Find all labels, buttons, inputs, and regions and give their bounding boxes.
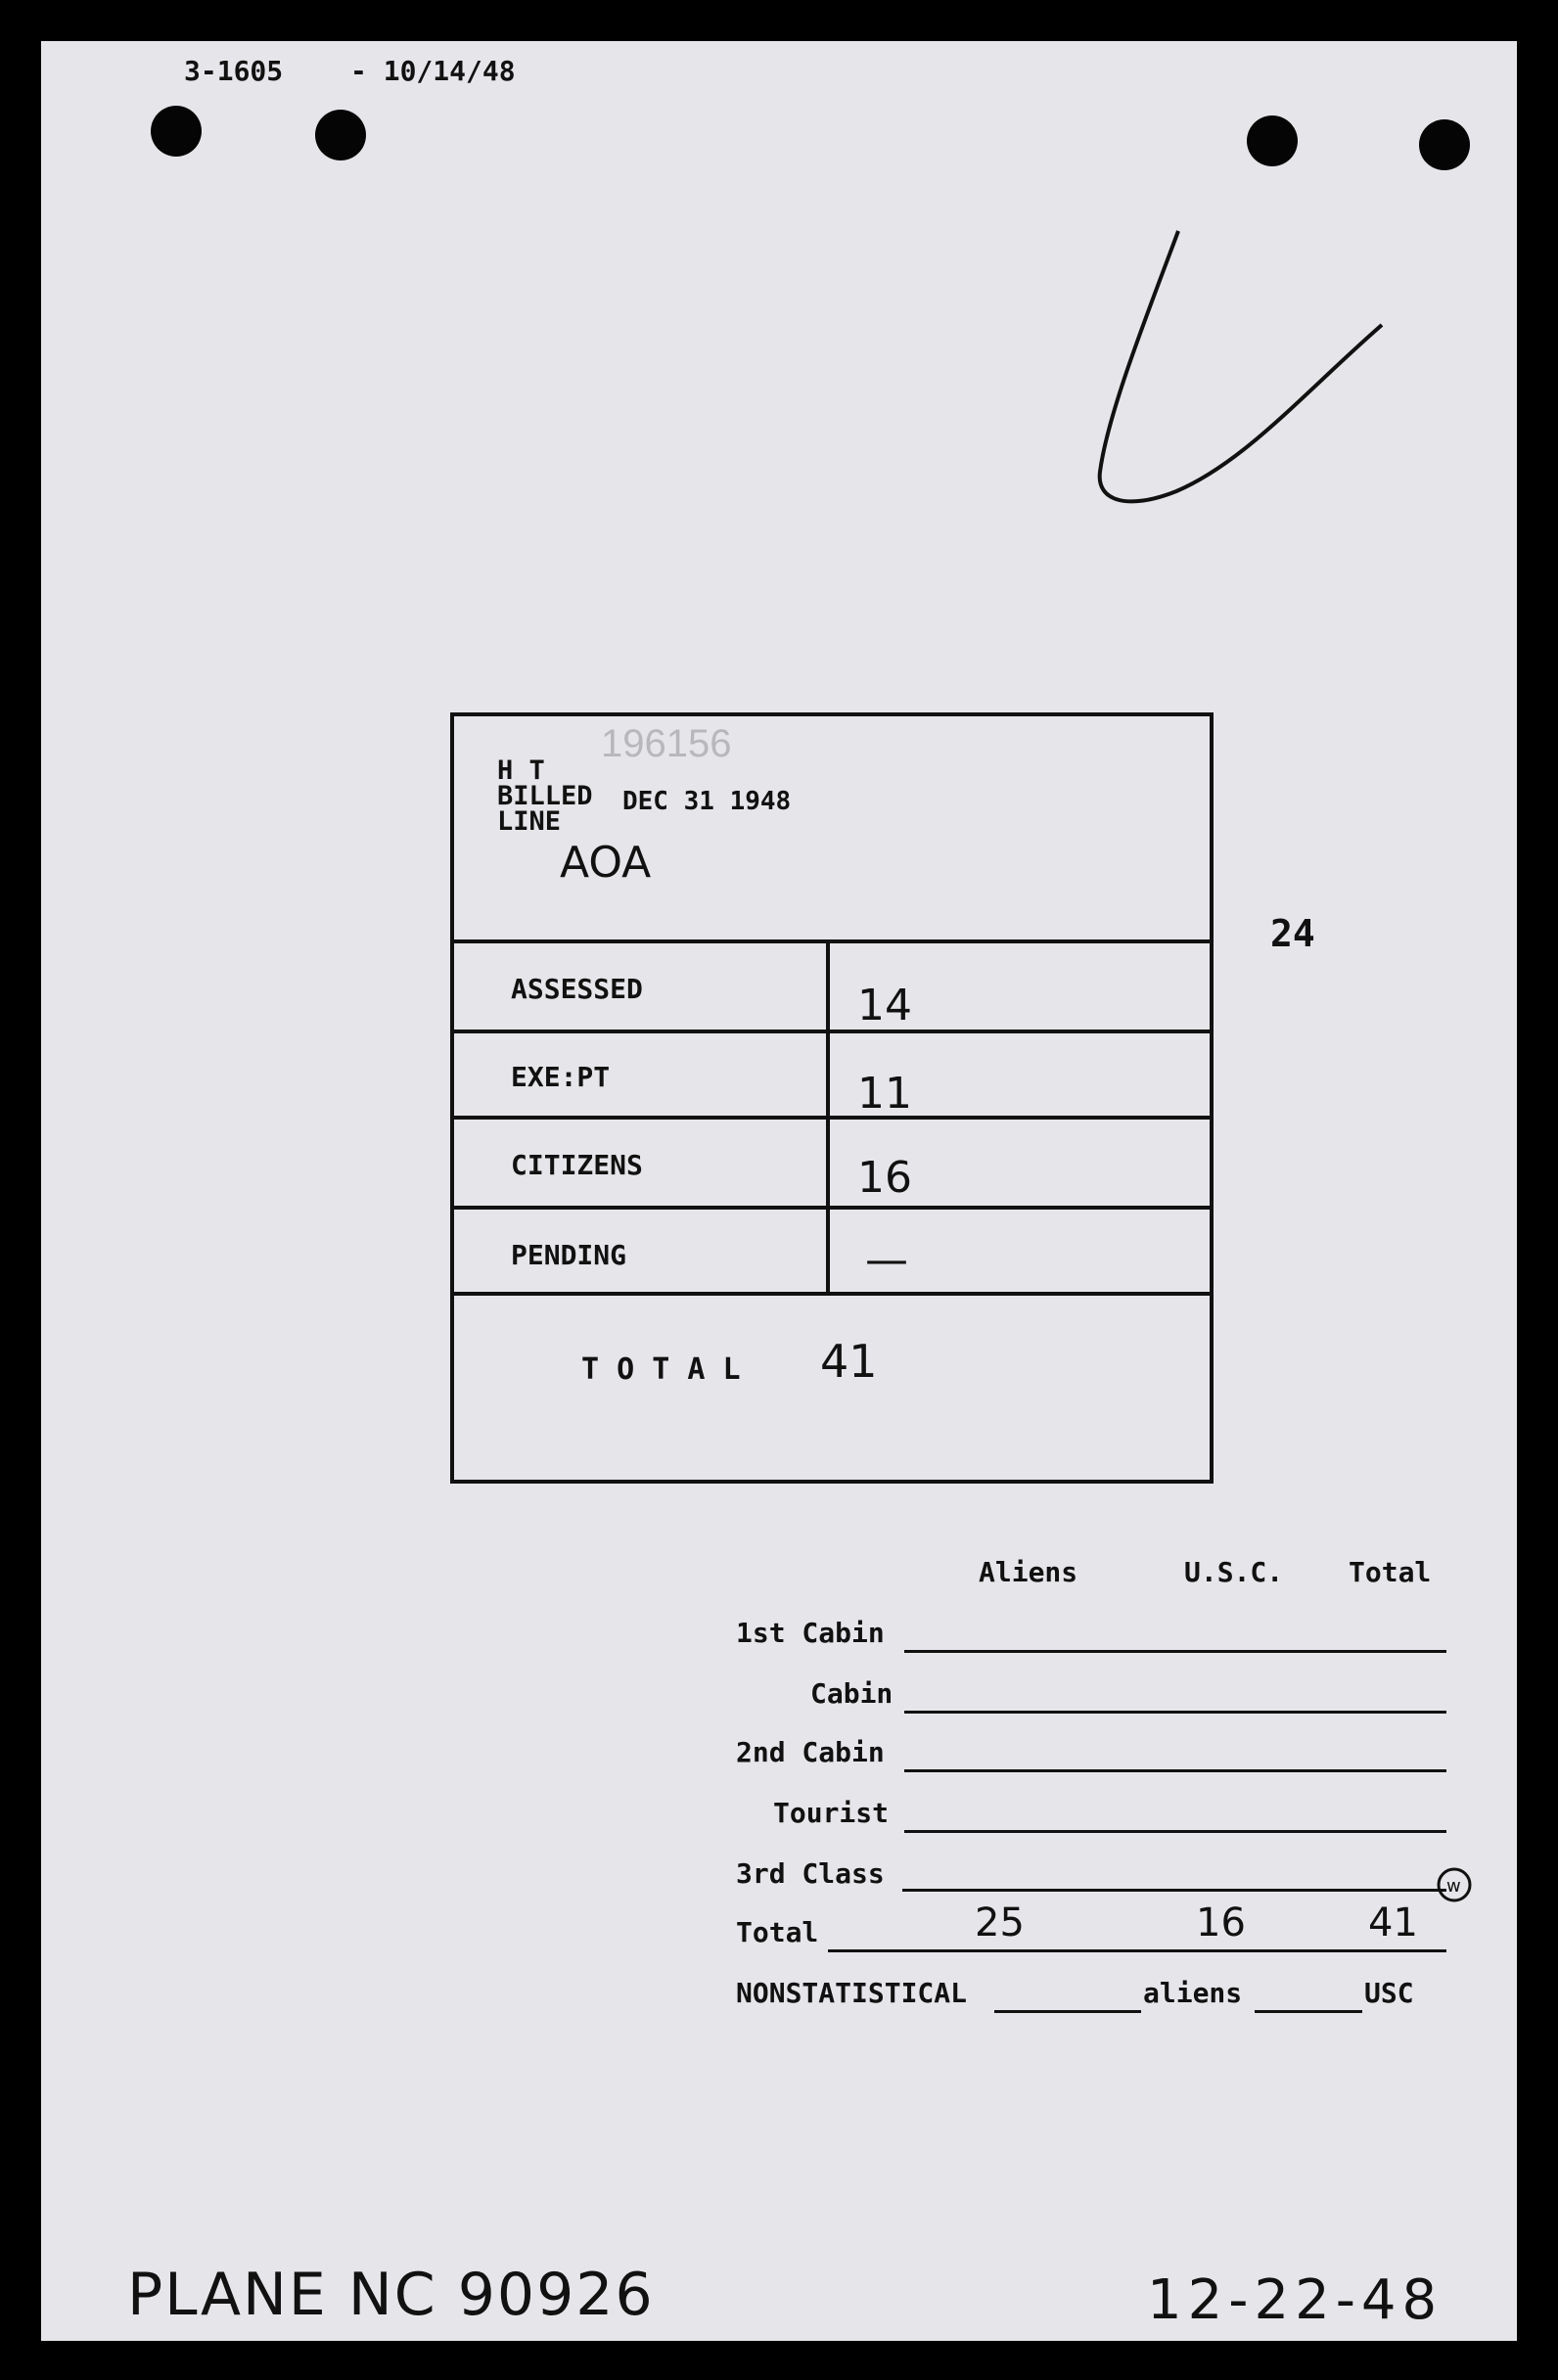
total-aliens-value: 25 bbox=[975, 1900, 1025, 1945]
aliens-label: aliens bbox=[1143, 1977, 1243, 2009]
column-header-usc: U.S.C. bbox=[1184, 1556, 1284, 1588]
stamp-serial: 196156 bbox=[601, 722, 732, 765]
class-row-label: 3rd Class bbox=[736, 1857, 885, 1890]
row-value-citizens: 16 bbox=[857, 1153, 912, 1203]
total-total-value: 41 bbox=[1368, 1900, 1418, 1945]
circled-mark-icon bbox=[1435, 1865, 1474, 1904]
box-divider bbox=[454, 1116, 1210, 1120]
form-date: - 10/14/48 bbox=[350, 55, 516, 87]
punch-hole bbox=[1247, 115, 1298, 166]
row-label-assessed: ASSESSED bbox=[511, 973, 643, 1005]
class-row-label: 2nd Cabin bbox=[736, 1736, 885, 1768]
class-row-line bbox=[902, 1889, 1446, 1892]
side-number: 24 bbox=[1270, 912, 1315, 955]
punch-hole bbox=[315, 110, 366, 160]
row-label-citizens: CITIZENS bbox=[511, 1149, 643, 1181]
class-row-line bbox=[904, 1830, 1446, 1833]
row-value-assessed: 14 bbox=[857, 981, 912, 1030]
box-divider bbox=[454, 939, 1210, 943]
svg-text:w: w bbox=[1446, 1876, 1461, 1897]
class-row-line bbox=[904, 1650, 1446, 1653]
punch-hole bbox=[151, 106, 202, 157]
column-header-total: Total bbox=[1349, 1556, 1432, 1588]
box-divider bbox=[454, 1206, 1210, 1210]
document-page bbox=[41, 41, 1517, 2341]
total-usc-value: 16 bbox=[1196, 1900, 1246, 1945]
total-label: T O T A L bbox=[581, 1352, 741, 1387]
class-row-label: Total bbox=[736, 1916, 819, 1948]
nonstatistical-usc-line bbox=[1255, 2010, 1362, 2013]
class-row-line bbox=[904, 1711, 1446, 1714]
usc-label: USC bbox=[1364, 1977, 1414, 2009]
box-divider bbox=[454, 1030, 1210, 1033]
stamp-date: DEC 31 1948 bbox=[622, 787, 792, 816]
box-divider bbox=[454, 1292, 1210, 1296]
class-row-line bbox=[828, 1949, 1446, 1952]
plane-number: PLANE NC 90926 bbox=[127, 2261, 655, 2329]
nonstatistical-label: NONSTATISTICAL bbox=[736, 1977, 968, 2009]
ht-label: H T bbox=[497, 755, 545, 786]
form-number: 3-1605 bbox=[184, 55, 284, 87]
box-column-divider bbox=[826, 939, 830, 1296]
class-row-line bbox=[904, 1769, 1446, 1772]
class-row-label: 1st Cabin bbox=[736, 1617, 885, 1649]
line-label: LINE bbox=[497, 806, 562, 837]
line-value: AOA bbox=[560, 838, 652, 888]
row-label-exempt: EXE:PT bbox=[511, 1061, 611, 1093]
footer-date: 12-22-48 bbox=[1147, 2268, 1443, 2332]
row-value-exempt: 11 bbox=[857, 1069, 912, 1119]
billed-label: BILLED bbox=[497, 781, 593, 811]
class-row-label: Tourist bbox=[773, 1797, 890, 1829]
nonstatistical-aliens-line bbox=[994, 2010, 1141, 2013]
column-header-aliens: Aliens bbox=[979, 1556, 1078, 1588]
billing-box bbox=[450, 712, 1214, 1484]
class-row-label: Cabin bbox=[810, 1677, 894, 1710]
check-mark-icon bbox=[1049, 217, 1411, 570]
row-label-pending: PENDING bbox=[511, 1239, 627, 1271]
row-value-pending: — bbox=[865, 1235, 908, 1285]
total-value: 41 bbox=[820, 1335, 878, 1388]
punch-hole bbox=[1419, 119, 1470, 170]
